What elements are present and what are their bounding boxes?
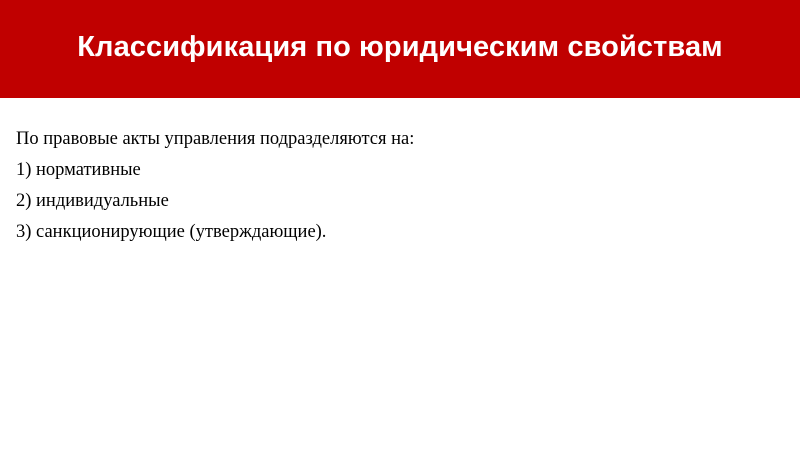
body-line-item-3: 3) санкционирующие (утверждающие). <box>16 222 327 242</box>
body-line-intro: По правовые акты управления подразделяются на: <box>16 129 415 149</box>
slide-body <box>16 124 776 248</box>
body-line-item-1: 1) нормативные <box>16 160 141 180</box>
page-title: Классификация по юридическим свойствам <box>77 31 723 63</box>
body-line-item-2: 2) индивидуальные <box>16 191 169 211</box>
title-banner <box>0 0 800 98</box>
